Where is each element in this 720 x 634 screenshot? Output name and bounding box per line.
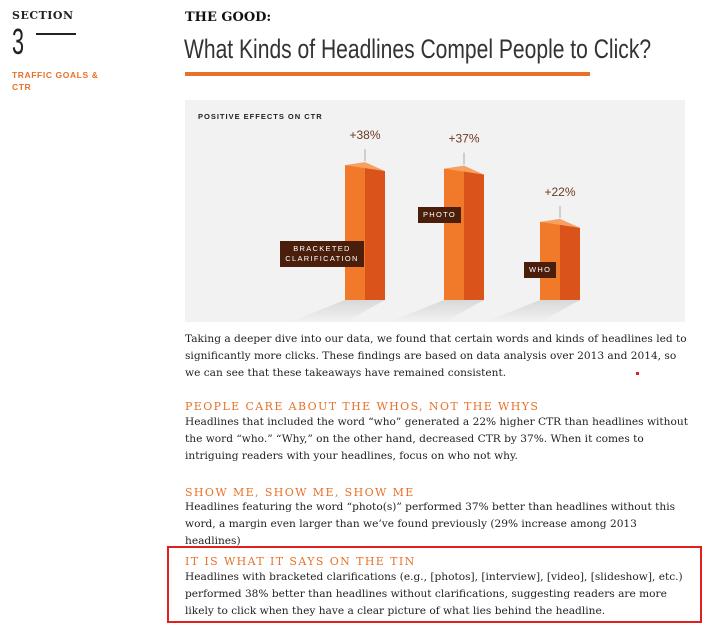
title-underline	[185, 72, 590, 76]
chart-title: POSITIVE EFFECTS ON CTR	[198, 112, 323, 121]
bar-front	[540, 222, 560, 300]
bar-category-label: BRACKETED CLARIFICATION	[280, 241, 364, 267]
kicker: THE GOOD:	[185, 10, 272, 25]
bar-value-label: +22%	[544, 184, 576, 199]
bar-category-label: PHOTO	[418, 207, 461, 223]
page-title: What Kinds of Headlines Compel People to Click?	[184, 34, 652, 64]
bar-front	[345, 165, 365, 300]
section-title: TRAFFIC GOALS & CTR	[12, 70, 99, 92]
bar-shadow	[290, 300, 385, 322]
section-heading: SHOW ME, SHOW ME, SHOW ME	[185, 486, 415, 499]
chart-panel	[185, 100, 685, 322]
bar-value-label: +37%	[448, 131, 480, 146]
annotation-dot	[636, 372, 639, 375]
bar-side	[560, 222, 580, 300]
bar-shadow	[485, 300, 580, 322]
section-paragraph: Headlines with bracketed clarifications (e.g., [photos], [interview], [video], [slideshow], etc.) performed 38% better than headlines without clarifications, suggesting readers are more likely to click when they have a clear picture of what lies behind the headline.	[185, 571, 683, 617]
section-heading: PEOPLE CARE ABOUT THE WHOS, NOT THE WHYS	[185, 400, 540, 413]
section-rule	[36, 33, 76, 35]
intro-paragraph: Taking a deeper dive into our data, we found that certain words and kinds of headlines led to significantly more clicks. These findings are based on data analysis over 2013 and 2014, so we can see that these takeaways have remained consistent.	[185, 333, 687, 379]
bar-category-label: WHO	[524, 262, 556, 278]
section-heading: IT IS WHAT IT SAYS ON THE TIN	[185, 555, 416, 568]
bar-front	[444, 169, 464, 300]
bar-side	[365, 165, 385, 300]
section-label: SECTION	[12, 9, 74, 22]
bar-side	[464, 169, 484, 300]
section-paragraph: Headlines that included the word “who” generated a 22% higher CTR than headlines without the word “who.” “Why,” on the other hand, decreased CTR by 37%. When it comes to intriguing readers with your headlines, focus on who not why.	[185, 416, 688, 462]
section-number: 3	[12, 21, 25, 62]
bar-value-label: +38%	[349, 128, 381, 143]
section-paragraph: Headlines featuring the word “photo(s)” performed 37% better than headlines without this word, a margin even larger than we’ve found previously (29% increase among 2013 headlines)	[185, 501, 676, 547]
bar-shadow	[389, 300, 484, 322]
